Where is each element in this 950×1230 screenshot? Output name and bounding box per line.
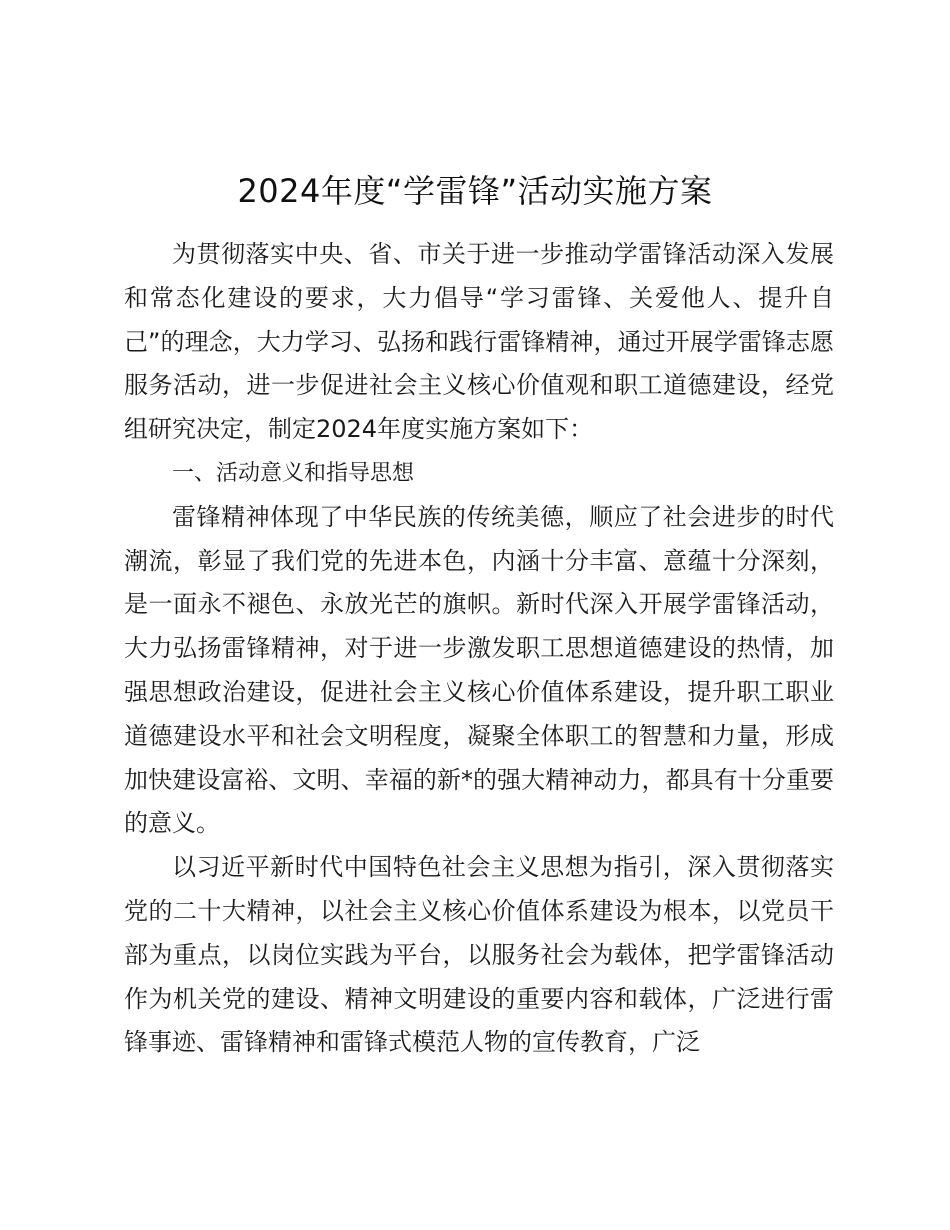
document-body: [124, 233, 834, 1065]
section-heading: 一、活动意义和指导思想: [172, 460, 415, 486]
document-title: 2024年度“学雷锋”活动实施方案: [237, 172, 713, 210]
intro-paragraph: 为贯彻落实中央、省、市关于进一步推动学雷锋活动深入发展和常态化建设的要求，大力倡导“学习雷锋、关爱他人、提升自己”的理念，大力学习、弘扬和践行雷锋精神，通过开展学雷锋志愿服务活动，进一步促进社会主义核心价值观和职工道德建设，经党组研究决定，制定2024年度实施方案如下：: [124, 240, 834, 444]
body-paragraph: 以习近平新时代中国特色社会主义思想为指引，深入贯彻落实党的二十大精神，以社会主义核心价值体系建设为根本，以党员干部为重点，以岗位实践为平台，以服务社会为载体，把学雷锋活动作为机关党的建设、精神文明建设的重要内容和载体，广泛进行雷锋事迹、雷锋精神和雷锋式模范人物的宣传教育，广泛: [124, 853, 834, 1057]
body-paragraph: 雷锋精神体现了中华民族的传统美德，顺应了社会进步的时代潮流，彰显了我们党的先进本色，内涵十分丰富、意蕴十分深刻，是一面永不褪色、永放光芒的旗帜。新时代深入开展学雷锋活动，大力弘扬雷锋精神，对于进一步激发职工思想道德建设的热情，加强思想政治建设，促进社会主义核心价值体系建设，提升职工职业道德建设水平和社会文明程度，凝聚全体职工的智慧和力量，形成加快建设富裕、文明、幸福的新*的强大精神动力，都具有十分重要的意义。: [124, 502, 834, 838]
